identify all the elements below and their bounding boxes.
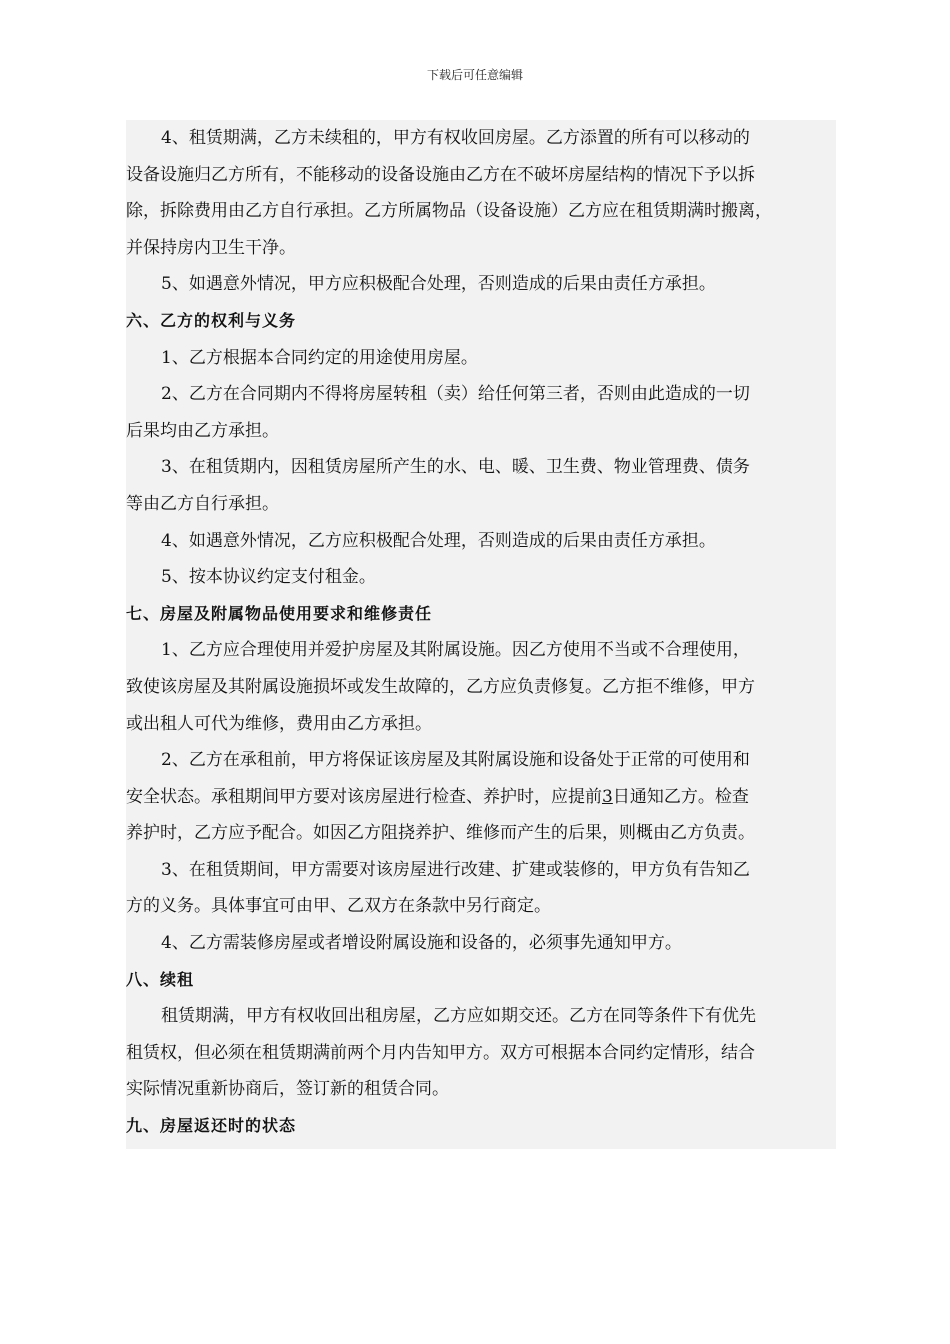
paragraph-line: 实际情况重新协商后，签订新的租赁合同。 [126,1079,449,1100]
section-heading: 八、续租 [126,969,195,989]
paragraph-line: 4、如遇意外情况，乙方应积极配合处理，否则造成的后果由责任方承担。 [161,530,716,551]
paragraph-line: 4、租赁期满，乙方未续租的，甲方有权收回房屋。乙方添置的所有可以移动的 [161,128,750,148]
paragraph-line: 3、在租赁期内，因租赁房屋所产生的水、电、暖、卫生费、物业管理费、债务 [161,457,750,478]
paragraph-line [126,779,836,816]
paragraph-line: 3、在租赁期间，甲方需要对该房屋进行改建、扩建或装修的，甲方负有告知乙 [161,859,750,880]
paragraph-line: 5、按本协议约定支付租金。 [161,567,376,588]
paragraph-line: 5、如遇意外情况，甲方应积极配合处理，否则造成的后果由责任方承担。 [161,274,716,295]
section-heading: 九、房屋返还时的状态 [126,1116,297,1136]
paragraph-line: 1、乙方根据本合同约定的用途使用房屋。 [161,347,478,368]
paragraph-line: 等由乙方自行承担。 [126,493,279,514]
paragraph-line: 并保持房内卫生干净。 [126,237,296,258]
document-body [126,120,836,1149]
paragraph-line: 1、乙方应合理使用并爱护房屋及其附属设施。因乙方使用不当或不合理使用， [161,640,750,661]
paragraph-line: 租赁权，但必须在租赁期满前两个月内告知甲方。双方可根据本合同约定情形，结合 [126,1042,755,1063]
line-text: 安全状态。承租期间甲方要对该房屋进行检查、养护时，应提前 [126,786,602,807]
paragraph-line: 致使该房屋及其附属设施损坏或发生故障的，乙方应负责修复。乙方拒不维修，甲方 [126,676,755,697]
paragraph-line: 2、乙方在合同期内不得将房屋转租（卖）给任何第三者，否则由此造成的一切 [161,384,750,405]
paragraph-line: 租赁期满，甲方有权收回出租房屋，乙方应如期交还。乙方在同等条件下有优先 [161,1006,756,1027]
paragraph-line: 或出租人可代为维修，费用由乙方承担。 [126,713,432,734]
paragraph-line: 4、乙方需装修房屋或者增设附属设施和设备的，必须事先通知甲方。 [161,933,682,954]
page-header: 下载后可任意编辑 [426,68,523,82]
section-heading: 七、房屋及附属物品使用要求和维修责任 [126,603,433,623]
paragraph-line: 2、乙方在承租前，甲方将保证该房屋及其附属设施和设备处于正常的可使用和 [161,750,750,771]
paragraph-line: 方的义务。具体事宜可由甲、乙双方在条款中另行商定。 [126,896,551,917]
paragraph-line: 养护时，乙方应予配合。如因乙方阻挠养护、维修而产生的后果，则概由乙方负责。 [126,823,755,844]
paragraph-line: 除，拆除费用由乙方自行承担。乙方所属物品（设备设施）乙方应在租赁期满时搬离， [126,201,772,222]
paragraph-line: 后果均由乙方承担。 [126,420,279,441]
paragraph-line: 设备设施归乙方所有，不能移动的设备设施由乙方在不破坏房屋结构的情况下予以拆 [126,164,755,185]
section-heading: 六、乙方的权利与义务 [126,310,297,330]
notice-days-value: 3 [602,786,613,807]
line-text: 日通知乙方。检查 [612,786,749,807]
